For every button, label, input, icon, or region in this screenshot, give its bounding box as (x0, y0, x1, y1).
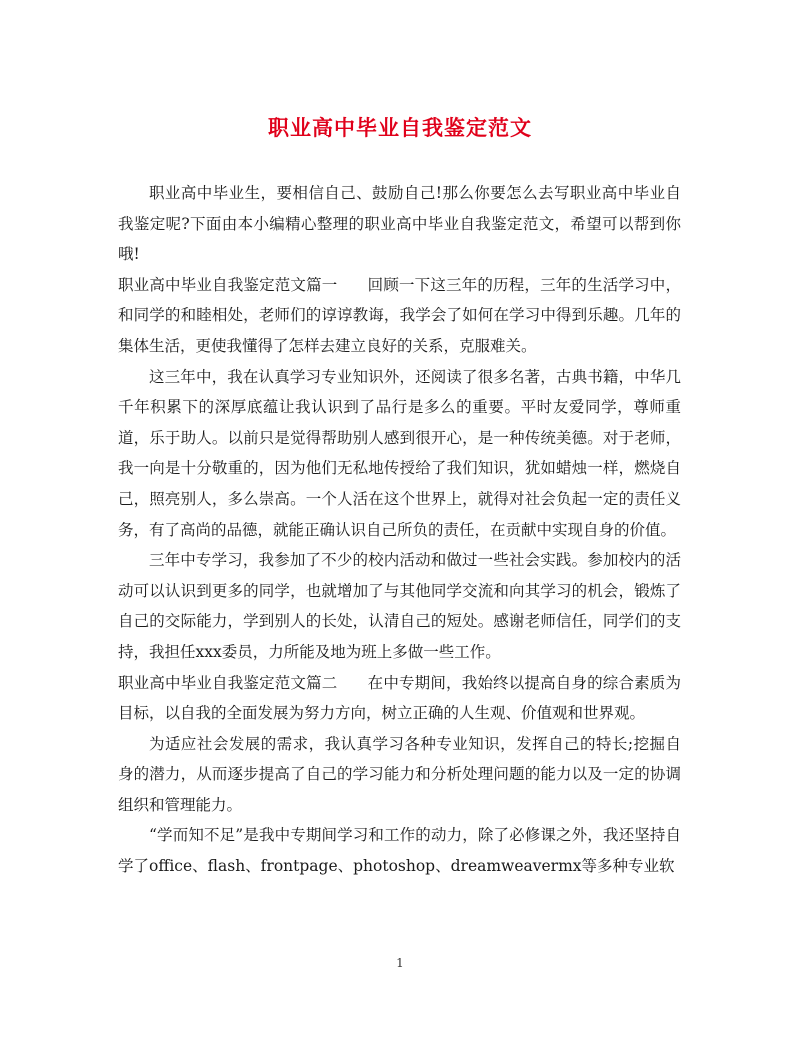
section-2-text: 在中专期间，我始终以提高自身的综合素质为目标，以自我的全面发展为努力方向，树立正确的人生观、价值观和世界观。 (118, 673, 681, 723)
body-paragraph: 这三年中，我在认真学习专业知识外，还阅读了很多名著，古典书籍，中华几千年积累下的深厚底蕴让我认识到了品行是多么的重要。平时友爱同学，尊师重道，乐于助人。以前只是觉得帮助别人感到很开心，是一种传统美德。对于老师，我一向是十分敬重的，因为他们无私地传授给了我们知识，犹如蜡烛一样，燃烧自己，照亮别人，多么崇高。一个人活在这个世界上，就得对社会负起一定的责任义务，有了高尚的品德，就能正确认识自己所负的责任，在贡献中实现自身的价值。 (118, 367, 681, 539)
section-1-heading: 职业高中毕业自我鉴定范文篇一 (118, 275, 338, 294)
body-paragraph: “学而知不足”是我中专期间学习和工作的动力，除了必修课之外，我还坚持自学了office、flash、frontpage、photoshop、dreamweavermx等多种专业软 (118, 826, 681, 876)
page-number: 1 (396, 956, 404, 970)
body-paragraph: 三年中专学习，我参加了不少的校内活动和做过一些社会实践。参加校内的活动可以认识到更多的同学，也就增加了与其他同学交流和向其学习的机会，锻炼了自己的交际能力，学到别人的长处，认清自己的短处。感谢老师信任，同学们的支持，我担任xxx委员，力所能及地为班上多做一些工作。 (118, 551, 681, 661)
section-2-heading: 职业高中毕业自我鉴定范文篇二 (118, 673, 338, 692)
document-title: 职业高中毕业自我鉴定范文 (268, 115, 532, 140)
body-paragraph: 为适应社会发展的需求，我认真学习各种专业知识，发挥自己的特长;挖掘自身的潜力，从而逐步提高了自己的学习能力和分析处理问题的能力以及一定的协调组织和管理能力。 (118, 734, 681, 814)
intro-paragraph: 职业高中毕业生，要相信自己、鼓励自己!那么你要怎么去写职业高中毕业自我鉴定呢?下面由本小编精心整理的职业高中毕业自我鉴定范文，希望可以帮到你哦! (118, 184, 681, 264)
section-1-paragraph (118, 270, 681, 362)
section-2-paragraph (118, 668, 681, 729)
document-body (118, 178, 681, 882)
section-1-text: 回顾一下这三年的历程，三年的生活学习中，和同学的和睦相处，老师们的谆谆教诲，我学会了如何在学习中得到乐趣。几年的集体生活，更使我懂得了怎样去建立良好的关系，克服难关。 (118, 275, 681, 355)
